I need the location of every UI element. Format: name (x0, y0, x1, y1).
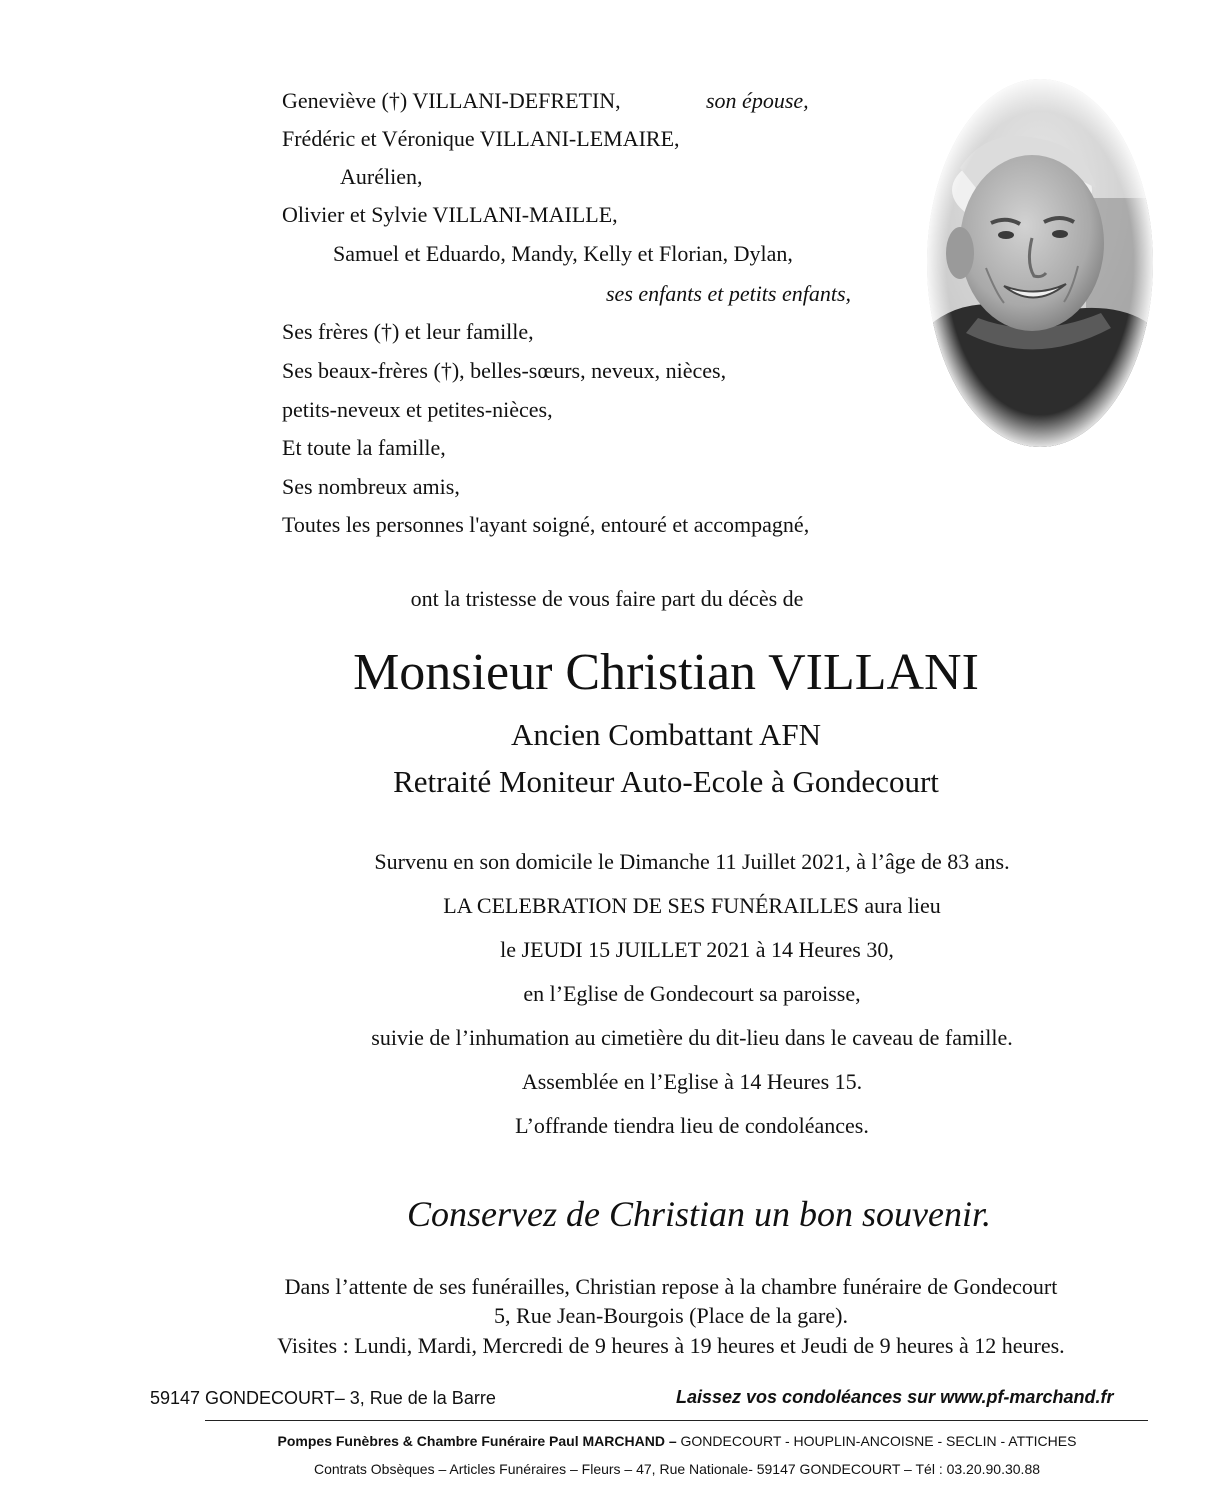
footer-divider (205, 1420, 1148, 1421)
family-line-grandchild-1: Aurélien, (340, 164, 423, 189)
family-line-in-laws: Ses beaux-frères (†), belles-sœurs, neveux, nièces, (282, 358, 727, 383)
family-line-brothers: Ses frères (†) et leur famille, (282, 319, 534, 344)
deceased-name: Monsieur Christian VILLANI (353, 644, 979, 701)
family-line-friends: Ses nombreux amis, (282, 474, 460, 499)
footer-company-locations: GONDECOURT - HOUPLIN-ANCOISNE - SECLIN - ATTICHES (676, 1433, 1077, 1449)
family-line-grandchildren-2: Samuel et Eduardo, Mandy, Kelly et Florian, Dylan, (333, 241, 793, 266)
family-line-spouse: Geneviève (†) VILLANI-DEFRETIN, (282, 88, 621, 113)
detail-assembly: Assemblée en l’Eglise à 14 Heures 15. (521, 1069, 863, 1094)
footer-contracts: Contrats Obsèques – Articles Funéraires – Fleurs – 47, Rue Nationale- 59147 GONDECOURT – Tél : 03.20.90.30.88 (313, 1461, 1041, 1477)
portrait-photo (926, 78, 1154, 448)
rest-location: Dans l’attente de ses funérailles, Christian repose à la chambre funéraire de Gondecourt (284, 1274, 1058, 1299)
family-line-grandnephews: petits-neveux et petites-nièces, (282, 397, 553, 422)
footer-company (0, 1433, 1214, 1449)
footer-address: 59147 GONDECOURT– 3, Rue de la Barre (150, 1388, 496, 1408)
detail-death: Survenu en son domicile le Dimanche 11 Juillet 2021, à l’âge de 83 ans. (374, 849, 1010, 874)
rest-visits: Visites : Lundi, Mardi, Mercredi de 9 heures à 19 heures et Jeudi de 9 heures à 12 heures. (277, 1333, 1065, 1358)
children-note: ses enfants et petits enfants, (606, 281, 852, 306)
family-line-whole-family: Et toute la famille, (282, 435, 446, 460)
announcement-intro: ont la tristesse de vous faire part du décès de (410, 586, 804, 611)
family-line-children-2: Olivier et Sylvie VILLANI-MAILLE, (282, 202, 618, 227)
detail-date: le JEUDI 15 JUILLET 2021 à 14 Heures 30, (500, 937, 894, 962)
footer-company-name: Pompes Funèbres & Chambre Funéraire Paul MARCHAND – (277, 1433, 677, 1449)
detail-celebration: LA CELEBRATION DE SES FUNÉRAILLES aura lieu (443, 893, 941, 918)
footer-condolences-link[interactable]: Laissez vos condoléances sur www.pf-marchand.fr (676, 1387, 1114, 1407)
rest-address: 5, Rue Jean-Bourgois (Place de la gare). (494, 1303, 848, 1328)
detail-burial: suivie de l’inhumation au cimetière du dit-lieu dans le caveau de famille. (371, 1025, 1013, 1050)
family-line-caregivers: Toutes les personnes l'ayant soigné, entouré et accompagné, (282, 512, 810, 537)
spouse-note: son épouse, (706, 88, 809, 113)
detail-church: en l’Eglise de Gondecourt sa paroisse, (523, 981, 861, 1006)
deceased-title-veteran: Ancien Combattant AFN (511, 717, 821, 752)
detail-offering: L’offrande tiendra lieu de condoléances. (515, 1113, 869, 1138)
deceased-title-profession: Retraité Moniteur Auto-Ecole à Gondecourt (393, 764, 939, 799)
souvenir-message: Conservez de Christian un bon souvenir. (407, 1194, 991, 1234)
family-line-children-1: Frédéric et Véronique VILLANI-LEMAIRE, (282, 126, 680, 151)
